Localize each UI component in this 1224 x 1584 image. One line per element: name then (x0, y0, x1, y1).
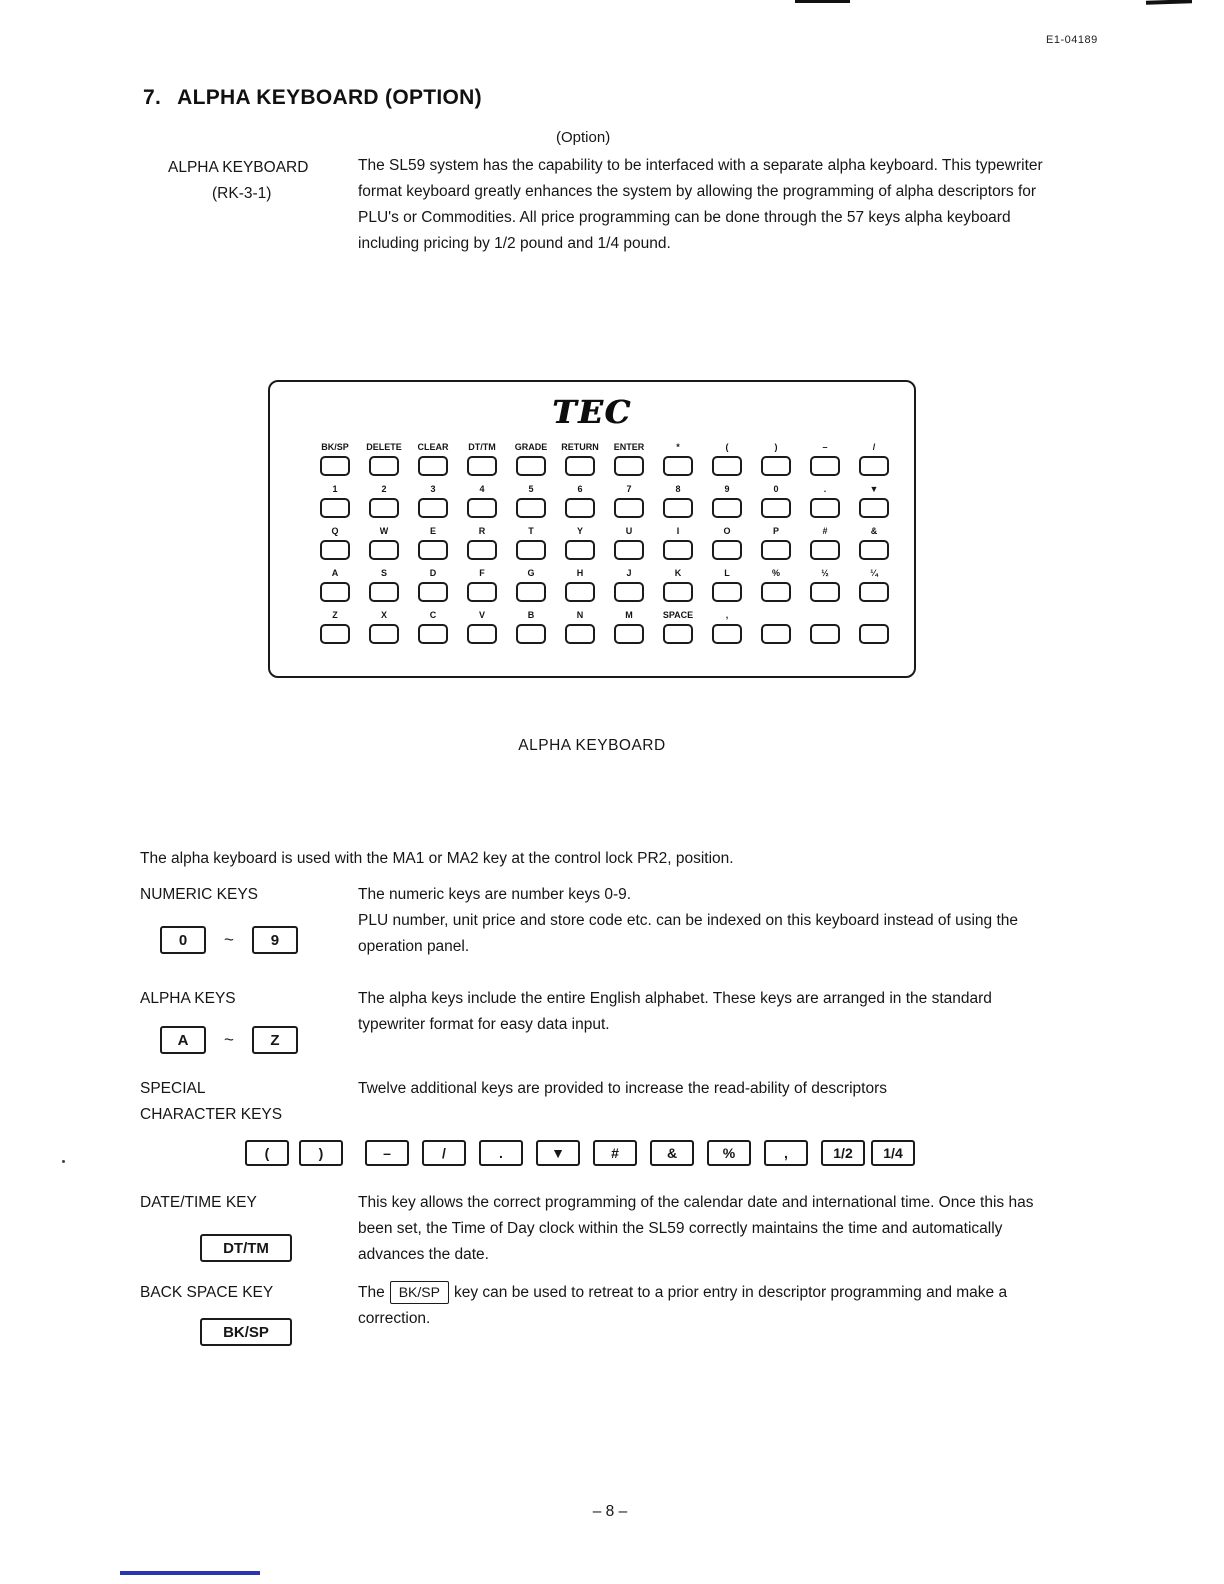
special-key: & (650, 1140, 694, 1166)
keyboard-key (859, 456, 889, 476)
numeric-key-range (160, 926, 298, 954)
numeric-keys-desc (358, 882, 1060, 960)
keyboard-key (663, 540, 693, 560)
keyboard-key (614, 540, 644, 560)
keyboard-key (663, 582, 693, 602)
intro-term: ALPHA KEYBOARD (168, 159, 309, 176)
keyboard-key (418, 540, 448, 560)
keyboard-key-unit (369, 610, 399, 644)
keyboard-key (712, 624, 742, 644)
keyboard-key-unit (565, 526, 595, 560)
keyboard-key (369, 540, 399, 560)
keyboard-key-unit (663, 484, 693, 518)
key-label: D (429, 568, 437, 578)
key-label: J (626, 568, 632, 578)
key-label: 8 (675, 484, 681, 494)
keyboard-key (516, 582, 546, 602)
keyboard-key-unit (614, 526, 644, 560)
keyboard-key (859, 582, 889, 602)
keyboard-key (761, 624, 791, 644)
keyboard-key (516, 624, 546, 644)
key-label: 4 (479, 484, 485, 494)
keyboard-key (663, 456, 693, 476)
keyboard-key (516, 456, 546, 476)
keyboard-key-unit (369, 526, 399, 560)
keyboard-key-unit (467, 568, 497, 602)
keyboard-key (810, 456, 840, 476)
keyboard-key-unit (614, 610, 644, 644)
keyboard-key-unit (859, 568, 889, 602)
key-label: GRADE (514, 442, 548, 452)
keyboard-key-unit (810, 526, 840, 560)
keyboard-key (565, 582, 595, 602)
scan-artifact-blue-line (120, 1571, 260, 1575)
alpha-keys-desc: The alpha keys include the entire English alphabet. These keys are arranged in the standard typewriter format for easy data input. (358, 990, 992, 1033)
keyboard-key-unit (761, 610, 791, 644)
backspace-key-term: BACK SPACE KEY (140, 1284, 274, 1301)
key-label: U (625, 526, 633, 536)
key-label: 1 (332, 484, 338, 494)
keyboard-key-unit (467, 526, 497, 560)
keyboard-key-unit (561, 442, 599, 476)
section-number: 7. (143, 86, 162, 109)
key-label: , (725, 610, 729, 620)
keyboard-key-unit (614, 568, 644, 602)
keyboard-key (369, 456, 399, 476)
keyboard-key-unit (516, 610, 546, 644)
keyboard-row (270, 568, 914, 602)
keyboard-key (614, 624, 644, 644)
key-label: 7 (626, 484, 632, 494)
special-key: , (764, 1140, 808, 1166)
numeric-desc-line2: PLU number, unit price and store code etc. can be indexed on this keyboard instead of using the operation panel. (358, 912, 1019, 955)
keyboard-key-unit (565, 610, 595, 644)
keyboard-key (761, 456, 791, 476)
special-keys-term (140, 1076, 282, 1128)
keyboard-key (712, 498, 742, 518)
special-key: – (365, 1140, 409, 1166)
keyboard-key (663, 624, 693, 644)
key-label: M (625, 610, 633, 620)
intro-paragraph: The SL59 system has the capability to be interfaced with a separate alpha keyboard. This typewriter format keyboard greatly enhances the system by allowing the programming of alpha descriptors for PLU's or Commodities. All price programming can be done through the 57 keys alpha keyboard including pricing by 1/2 pound and 1/4 pound. (358, 157, 1043, 252)
key-label: G (527, 568, 535, 578)
keyboard-key-unit (369, 568, 399, 602)
datetime-key-term: DATE/TIME KEY (140, 1194, 257, 1211)
key-label: DELETE (366, 442, 402, 452)
keyboard-key-unit (418, 526, 448, 560)
key-label: 6 (577, 484, 583, 494)
key-9: 9 (252, 926, 298, 954)
special-key: 1/2 (821, 1140, 865, 1166)
backspace-desc-suffix: key can be used to retreat to a prior entry in descriptor programming and make a correction. (358, 1284, 1008, 1327)
datetime-key-desc: This key allows the correct programming of the calendar date and international time. Once this has been set, the Time of Day clock within the SL59 correctly maintains the time and automatically advances the date. (358, 1194, 1034, 1263)
keyboard-key (712, 540, 742, 560)
key-label: V (478, 610, 485, 620)
keyboard-key-unit (467, 610, 497, 644)
keyboard-row (270, 484, 914, 518)
key-label: SPACE (662, 610, 694, 620)
keyboard-diagram (268, 380, 916, 678)
key-label: – (822, 442, 828, 452)
key-label: H (576, 568, 584, 578)
key-label: * (676, 442, 680, 452)
keyboard-key-unit (418, 568, 448, 602)
key-label: BK/SP (321, 442, 349, 452)
keyboard-key-unit (467, 484, 497, 518)
keyboard-key (369, 582, 399, 602)
key-label: L (724, 568, 730, 578)
keyboard-key-unit (565, 484, 595, 518)
key-label: CLEAR (417, 442, 449, 452)
keyboard-key (614, 498, 644, 518)
keyboard-key (369, 624, 399, 644)
keyboard-key (712, 582, 742, 602)
keyboard-key (614, 582, 644, 602)
key-label: 3 (430, 484, 436, 494)
keyboard-key-unit (320, 568, 350, 602)
key-label: / (872, 442, 876, 452)
scan-artifact (795, 0, 850, 3)
scan-artifact (62, 1160, 65, 1163)
scan-artifact (1146, 0, 1192, 5)
inline-bksp-key: BK/SP (390, 1281, 449, 1304)
keyboard-key (810, 582, 840, 602)
keyboard-key-unit (859, 484, 889, 518)
keyboard-row (270, 610, 914, 644)
keyboard-key (467, 456, 497, 476)
keyboard-key (467, 624, 497, 644)
usage-note: The alpha keyboard is used with the MA1 or MA2 key at the control lock PR2, position. (140, 850, 734, 867)
keyboard-key-unit (320, 526, 350, 560)
alpha-key-range (160, 1026, 298, 1054)
tec-logo: TEC (552, 393, 632, 431)
keyboard-key (614, 456, 644, 476)
key-label: ( (725, 442, 729, 452)
key-label: O (723, 526, 731, 536)
keyboard-key-unit (810, 484, 840, 518)
key-label: Z (332, 610, 338, 620)
key-label: S (380, 568, 387, 578)
keyboard-key-unit (761, 568, 791, 602)
key-label: Q (331, 526, 339, 536)
special-key: / (422, 1140, 466, 1166)
bk-sp-key: BK/SP (200, 1318, 292, 1346)
keyboard-key-unit (516, 442, 546, 476)
key-label: & (870, 526, 878, 536)
keyboard-key-unit (859, 526, 889, 560)
datetime-keycap-wrap (200, 1234, 292, 1262)
backspace-desc-prefix: The (358, 1284, 385, 1301)
keyboard-key (418, 498, 448, 518)
key-label: ENTER (613, 442, 645, 452)
range-tilde: ~ (224, 1030, 234, 1049)
special-key: ) (299, 1140, 343, 1166)
keyboard-key-unit (663, 568, 693, 602)
keyboard-key-unit (418, 442, 448, 476)
key-label: # (822, 526, 828, 536)
doc-code: E1-04189 (1046, 34, 1098, 46)
keyboard-key-unit (712, 526, 742, 560)
special-key: # (593, 1140, 637, 1166)
special-keys-desc: Twelve additional keys are provided to increase the read-ability of descriptors (358, 1080, 887, 1097)
dt-tm-key: DT/TM (200, 1234, 292, 1262)
keyboard-key-unit (366, 442, 402, 476)
key-label: . (823, 484, 827, 494)
keyboard-key (565, 456, 595, 476)
keyboard-key (467, 540, 497, 560)
key-0: 0 (160, 926, 206, 954)
key-label: % (771, 568, 780, 578)
keyboard-key-unit (663, 442, 693, 476)
keyboard-key (320, 582, 350, 602)
keyboard-key (320, 540, 350, 560)
keyboard-key-unit (761, 484, 791, 518)
keyboard-key (761, 582, 791, 602)
keyboard-key-unit (418, 484, 448, 518)
key-label: R (478, 526, 486, 536)
key-label: ½ (821, 568, 829, 578)
key-label: I (676, 526, 680, 536)
special-key: ▼ (536, 1140, 580, 1166)
special-key: ( (245, 1140, 289, 1166)
key-a: A (160, 1026, 206, 1054)
keyboard-key-unit (810, 568, 840, 602)
keyboard-key (565, 498, 595, 518)
key-label: W (379, 526, 389, 536)
key-label: ¼ (870, 568, 878, 578)
keyboard-key-unit (663, 610, 693, 644)
keyboard-key-unit (663, 526, 693, 560)
keyboard-key (467, 498, 497, 518)
key-label: 0 (773, 484, 779, 494)
keyboard-caption: ALPHA KEYBOARD (518, 737, 666, 754)
keyboard-key-unit (614, 484, 644, 518)
keyboard-key (516, 540, 546, 560)
backspace-keycap-wrap (200, 1318, 292, 1346)
key-label: ▼ (869, 484, 879, 494)
numeric-keys-term: NUMERIC KEYS (140, 886, 258, 903)
key-label: T (528, 526, 534, 536)
special-key: 1/4 (871, 1140, 915, 1166)
key-label: 9 (724, 484, 730, 494)
keyboard-key (663, 498, 693, 518)
key-label: DT/TM (468, 442, 496, 452)
keyboard-key (565, 540, 595, 560)
page-number: – 8 – (592, 1503, 628, 1520)
key-label: P (772, 526, 779, 536)
key-label: F (479, 568, 485, 578)
key-label: 5 (528, 484, 534, 494)
keyboard-key-unit (712, 568, 742, 602)
keyboard-key-unit (320, 442, 350, 476)
backspace-key-desc (358, 1280, 1060, 1332)
keyboard-key-unit (516, 484, 546, 518)
special-keys-row (245, 1140, 915, 1166)
keyboard-key (516, 498, 546, 518)
section-title: ALPHA KEYBOARD (OPTION) (177, 86, 482, 109)
key-label: ) (774, 442, 778, 452)
keyboard-rows (270, 442, 914, 644)
key-label: K (674, 568, 682, 578)
keyboard-key-unit (810, 442, 840, 476)
option-label: (Option) (556, 129, 611, 146)
keyboard-key (761, 540, 791, 560)
keyboard-key-unit (418, 610, 448, 644)
keyboard-key-unit (369, 484, 399, 518)
keyboard-key (859, 624, 889, 644)
keyboard-key (761, 498, 791, 518)
keyboard-key (712, 456, 742, 476)
keyboard-key-unit (859, 610, 889, 644)
special-key: . (479, 1140, 523, 1166)
keyboard-key (418, 582, 448, 602)
keyboard-key-unit (810, 610, 840, 644)
key-label: RETURN (561, 442, 599, 452)
keyboard-key-unit (467, 442, 497, 476)
special-term-line2: CHARACTER KEYS (140, 1106, 283, 1123)
keyboard-key-unit (320, 610, 350, 644)
keyboard-key (369, 498, 399, 518)
special-term-line1: SPECIAL (140, 1080, 206, 1097)
key-label: Y (576, 526, 583, 536)
range-tilde: ~ (224, 930, 234, 949)
keyboard-key (320, 498, 350, 518)
keyboard-key-unit (320, 484, 350, 518)
keyboard-key (320, 456, 350, 476)
key-label: B (527, 610, 535, 620)
keyboard-key-unit (761, 442, 791, 476)
keyboard-key (565, 624, 595, 644)
keyboard-key-unit (712, 610, 742, 644)
section-heading (143, 86, 482, 110)
keyboard-key-unit (614, 442, 644, 476)
keyboard-key-unit (761, 526, 791, 560)
keyboard-key (859, 498, 889, 518)
keyboard-key (810, 624, 840, 644)
keyboard-key (418, 624, 448, 644)
key-label: A (331, 568, 339, 578)
key-label: X (380, 610, 387, 620)
keyboard-key (467, 582, 497, 602)
keyboard-key (810, 498, 840, 518)
keyboard-key (418, 456, 448, 476)
intro-term-block (168, 155, 308, 207)
numeric-desc-line1: The numeric keys are number keys 0-9. (358, 886, 632, 903)
keyboard-key (320, 624, 350, 644)
special-key: % (707, 1140, 751, 1166)
keyboard-row (270, 526, 914, 560)
alpha-keys-term: ALPHA KEYS (140, 990, 236, 1007)
key-z: Z (252, 1026, 298, 1054)
keyboard-key-unit (859, 442, 889, 476)
keyboard-key (859, 540, 889, 560)
keyboard-row (270, 442, 914, 476)
keyboard-key-unit (516, 526, 546, 560)
keyboard-key-unit (712, 442, 742, 476)
intro-model: (RK-3-1) (212, 185, 272, 202)
key-label: E (429, 526, 436, 536)
keyboard-key-unit (565, 568, 595, 602)
key-label: C (429, 610, 437, 620)
keyboard-key-unit (712, 484, 742, 518)
keyboard-key (810, 540, 840, 560)
key-label: N (576, 610, 584, 620)
key-label: 2 (381, 484, 387, 494)
keyboard-key-unit (516, 568, 546, 602)
